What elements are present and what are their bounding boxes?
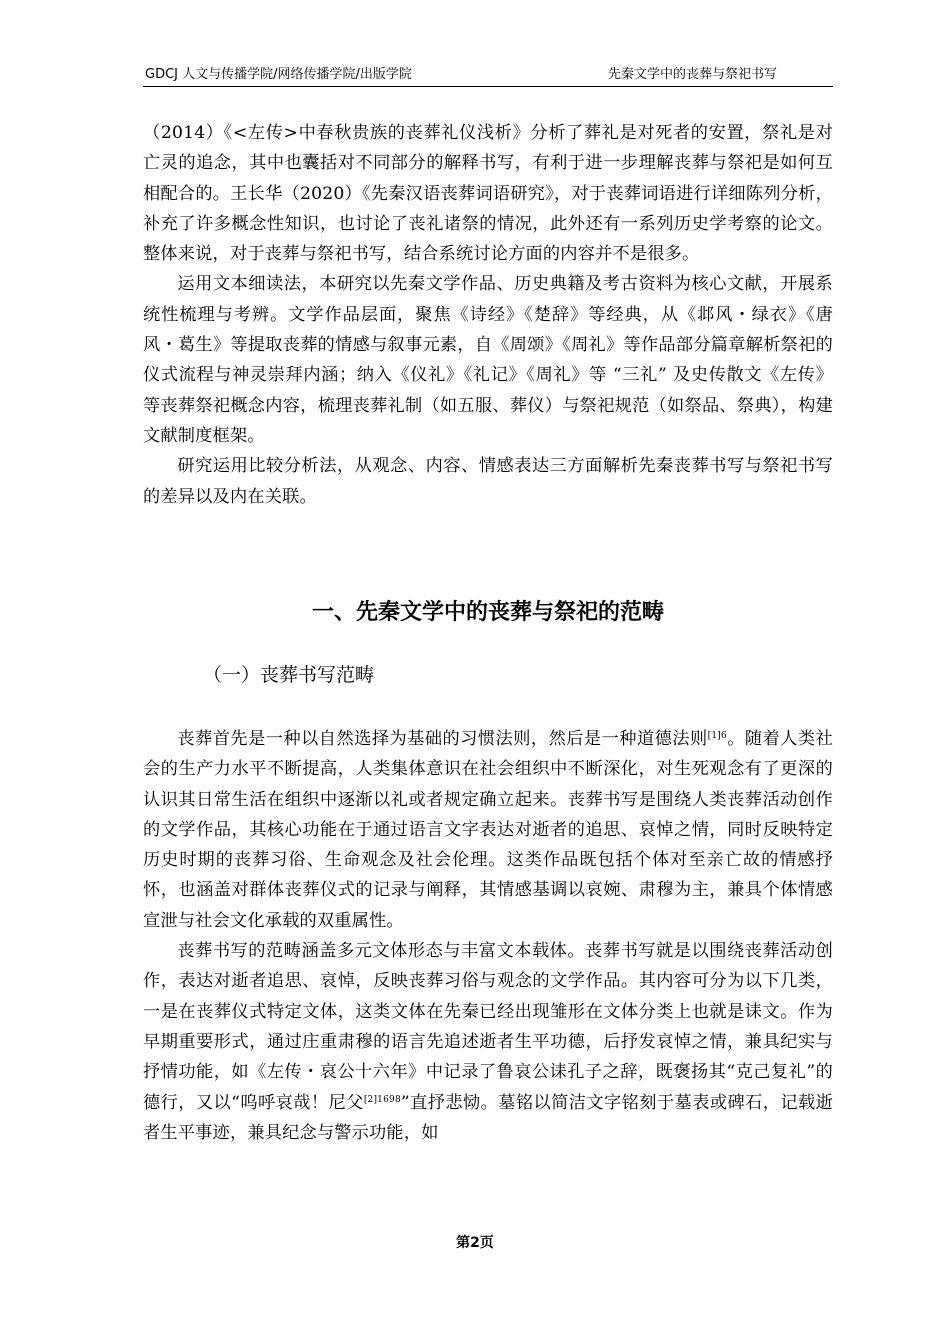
p5-text-after: ”直抒悲恸。墓铭以简洁文字铭刻于墓表或碑石，记载逝者生平事迹，兼具纪念与警示功能，如 [143, 1092, 834, 1143]
paragraph-close-reading-method: 运用文本细读法，本研究以先秦文学作品、历史典籍及考古资料为核心文献，开展系统性梳理与考辨。文学作品层面，聚焦《诗经》《楚辞》等经典，从《邶风・绿衣》《唐风・葛生》等提取丧葬的情感与叙事元素，自《周颂》《周礼》等作品部分篇章解析祭祀的仪式流程与神灵崇拜内涵；纳入《仪礼》《礼记》《周礼》等 “三礼” 及史传散文《左传》等丧葬祭祀概念内容，梳理丧葬礼制（如五服、葬仪）与祭祀规范（如祭品、祭典），构建文献制度框架。 [143, 274, 833, 446]
paragraph-comparative-method: 研究运用比较分析法，从观念、内容、情感表达三方面解析先秦丧葬书写与祭祀书写的差异以及内在关联。 [143, 456, 833, 507]
paragraph-literature-review: （2014）《<左传>中春秋贵族的丧葬礼仪浅析》分析了葬礼是对死者的安置，祭礼是对亡灵的追念，其中也囊括对不同部分的解释书写，有利于进一步理解丧葬与祭祀是如何互相配合的。王长华（2020）《先秦汉语丧葬词语研究》，对于丧葬词语进行详细陈列分析，补充了许多概念性知识，也讨论了丧礼诸祭的情况，此外还有一系列历史学考察的论文。整体来说，对于丧葬与祭祀书写，结合系统讨论方面的内容并不是很多。 [143, 123, 833, 265]
header-title: 先秦文学中的丧葬与祭祀书写 [607, 67, 777, 82]
p4-text-before: 丧葬首先是一种以自然选择为基础的习惯法则，然后是一种道德法则 [177, 729, 708, 749]
citation-1[interactable]: [1]6 [707, 731, 727, 741]
paragraph-funeral-scope [143, 936, 833, 1148]
header-institution: GDCJ 人文与传播学院/网络传播学院/出版学院 [145, 67, 412, 82]
paragraph-funeral-definition [143, 724, 833, 936]
section-heading: 一、先秦文学中的丧葬与祭祀的范畴 [311, 600, 664, 625]
intro-section [143, 118, 833, 512]
page-number: 第2页 [456, 1235, 494, 1251]
subsection-heading: （一）丧葬书写范畴 [203, 664, 375, 686]
p4-text-after: 。随着人类社会的生产力水平不断提高，人类集体意识在社会组织中不断深化，对生死观念有了更深的认识其日常生活在组织中逐渐以礼或者规定确立起来。丧葬书写是围绕人类丧葬活动创作的文学作品，其核心功能在于通过语言文字表达对逝者的追思、哀悼之情，同时反映特定历史时期的丧葬习俗、生命观念及社会伦理。这类作品既包括个体对至亲亡故的情感抒怀，也涵盖对群体丧葬仪式的记录与阐释，其情感基调以哀婉、肃穆为主，兼具个体情感宣泄与社会文化承载的双重属性。 [143, 729, 833, 931]
subsection-body [143, 724, 833, 1148]
p5-text-before: 丧葬书写的范畴涵盖多元文体形态与丰富文本载体。丧葬书写就是以围绕丧葬活动创作，表达对逝者追思、哀悼，反映丧葬习俗与观念的文学作品。其内容可分为以下几类，一是在丧葬仪式特定文体，这类文体在先秦已经出现雏形在文体分类上也就是诔文。作为早期重要形式，通过庄重肃穆的语言先追述逝者生平功德，后抒发哀悼之情，兼具纪实与抒情功能，如《左传・哀公十六年》中记录了鲁哀公诔孔子之辞，既褒扬其“克己复礼”的德行，又以“呜呼哀哉！尼父 [143, 941, 833, 1113]
running-header [143, 64, 833, 87]
citation-2[interactable]: [2]1698 [363, 1094, 401, 1105]
